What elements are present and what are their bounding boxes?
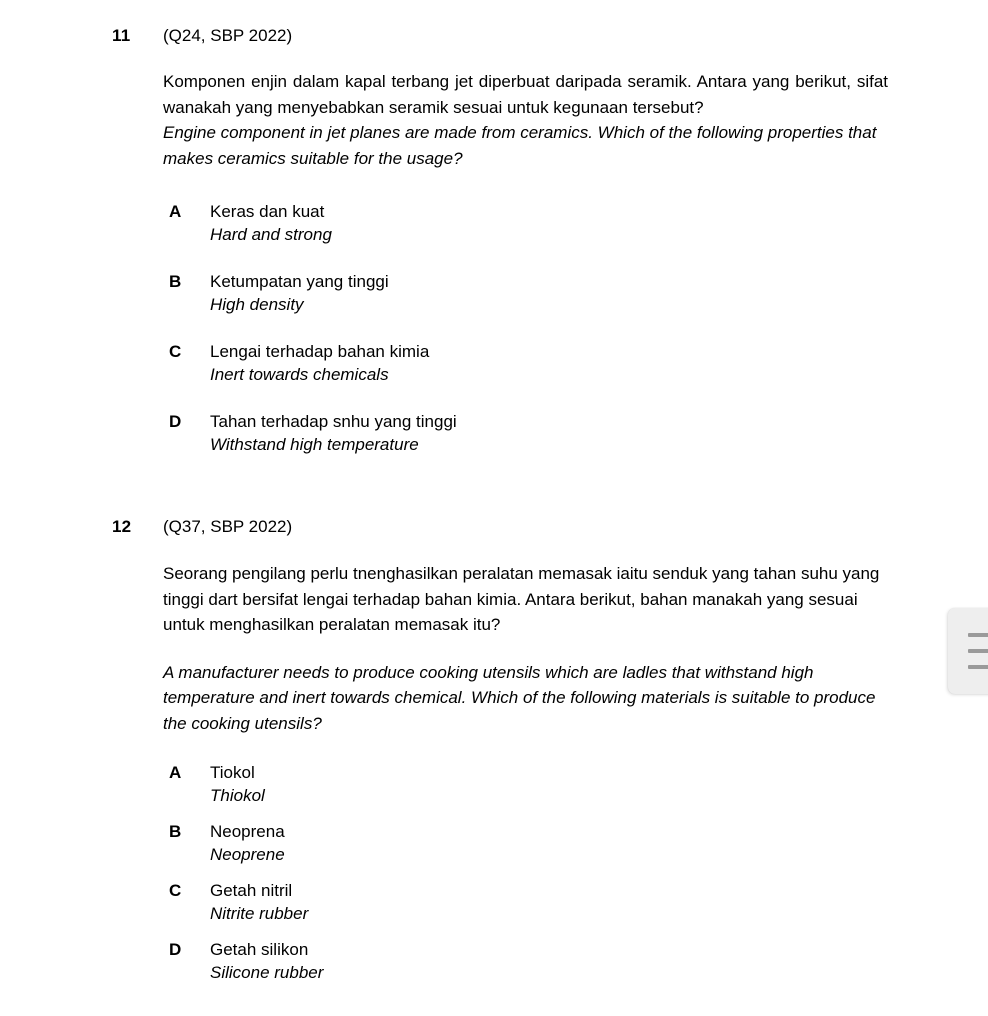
menu-line-3 bbox=[968, 665, 988, 669]
menu-line-1 bbox=[968, 633, 988, 637]
option-text-malay-a-11: Keras dan kuat bbox=[210, 202, 325, 221]
option-text-english-c-12: Nitrite rubber bbox=[210, 904, 309, 923]
option-text-english-a-11: Hard and strong bbox=[210, 225, 332, 244]
option-text-malay-b-12: Neoprena bbox=[210, 822, 285, 841]
option-text-malay-a-12: Tiokol bbox=[210, 763, 255, 782]
option-text-malay-b-11: Ketumpatan yang tinggi bbox=[210, 272, 389, 291]
option-a-12[interactable] bbox=[169, 761, 988, 807]
option-d-12[interactable] bbox=[169, 938, 988, 984]
option-c-12[interactable] bbox=[169, 879, 988, 925]
option-text-english-a-12: Thiokol bbox=[210, 786, 265, 805]
option-letter-b-11: B bbox=[169, 272, 182, 291]
option-text-english-c-11: Inert towards chemicals bbox=[210, 365, 389, 384]
menu-line-2 bbox=[968, 649, 988, 653]
option-text-english-d-11: Withstand high temperature bbox=[210, 435, 419, 454]
question-header-11 bbox=[0, 24, 988, 48]
question-body-11 bbox=[163, 69, 888, 171]
question-stem-malay-12: Seorang pengilang perlu tnenghasilkan peralatan memasak iaitu senduk yang tahan suhu yang tinggi dart bersifat lengai terhadap bahan kimia. Antara berikut, bahan manakah yang sesuai untuk menghasilkan peralatan memasak itu? bbox=[163, 564, 880, 634]
option-letter-a-12: A bbox=[169, 763, 182, 782]
question-header-12 bbox=[0, 515, 988, 539]
question-block-12 bbox=[0, 472, 988, 984]
option-letter-a-11: A bbox=[169, 202, 182, 221]
option-b-11[interactable] bbox=[169, 270, 988, 316]
option-text-english-b-12: Neoprene bbox=[210, 845, 285, 864]
option-letter-d-12: D bbox=[169, 940, 182, 959]
option-letter-c-12: C bbox=[169, 881, 182, 900]
question-stem-english-12: A manufacturer needs to produce cooking utensils which are ladles that withstand high temperature and inert towards chemical. Which of the following materials is suitable to produce the cooking utensils? bbox=[163, 662, 876, 733]
question-source-12: (Q37, SBP 2022) bbox=[163, 517, 293, 536]
option-b-12[interactable] bbox=[169, 820, 988, 866]
question-block-11 bbox=[0, 0, 988, 456]
option-text-english-d-12: Silicone rubber bbox=[210, 963, 324, 982]
option-c-11[interactable] bbox=[169, 340, 988, 386]
option-letter-c-11: C bbox=[169, 342, 182, 361]
menu-lines-icon bbox=[968, 633, 988, 669]
question-stem-english-11: Engine component in jet planes are made from ceramics. Which of the following properties that makes ceramics suitable for the usage? bbox=[163, 123, 877, 168]
question-number-11: 11 bbox=[112, 26, 131, 45]
option-letter-d-11: D bbox=[169, 412, 182, 431]
option-text-english-b-11: High density bbox=[210, 295, 304, 314]
question-number-12: 12 bbox=[112, 517, 132, 536]
question-stem-malay-11: Komponen enjin dalam kapal terbang jet diperbuat daripada seramik. Antara yang berikut, sifat wanakah yang menyebabkan seramik sesuai untuk kegunaan tersebut? bbox=[163, 72, 888, 117]
question-body-12 bbox=[163, 561, 888, 736]
option-a-11[interactable] bbox=[169, 200, 988, 246]
option-text-malay-d-12: Getah silikon bbox=[210, 940, 309, 959]
side-menu-widget[interactable] bbox=[948, 608, 988, 694]
question-source-11: (Q24, SBP 2022) bbox=[163, 26, 293, 45]
option-text-malay-d-11: Tahan terhadap snhu yang tinggi bbox=[210, 412, 457, 431]
option-d-11[interactable] bbox=[169, 410, 988, 456]
option-text-malay-c-11: Lengai terhadap bahan kimia bbox=[210, 342, 430, 361]
option-text-malay-c-12: Getah nitril bbox=[210, 881, 293, 900]
options-list-12 bbox=[169, 761, 988, 984]
options-list-11 bbox=[169, 200, 988, 456]
option-letter-b-12: B bbox=[169, 822, 182, 841]
